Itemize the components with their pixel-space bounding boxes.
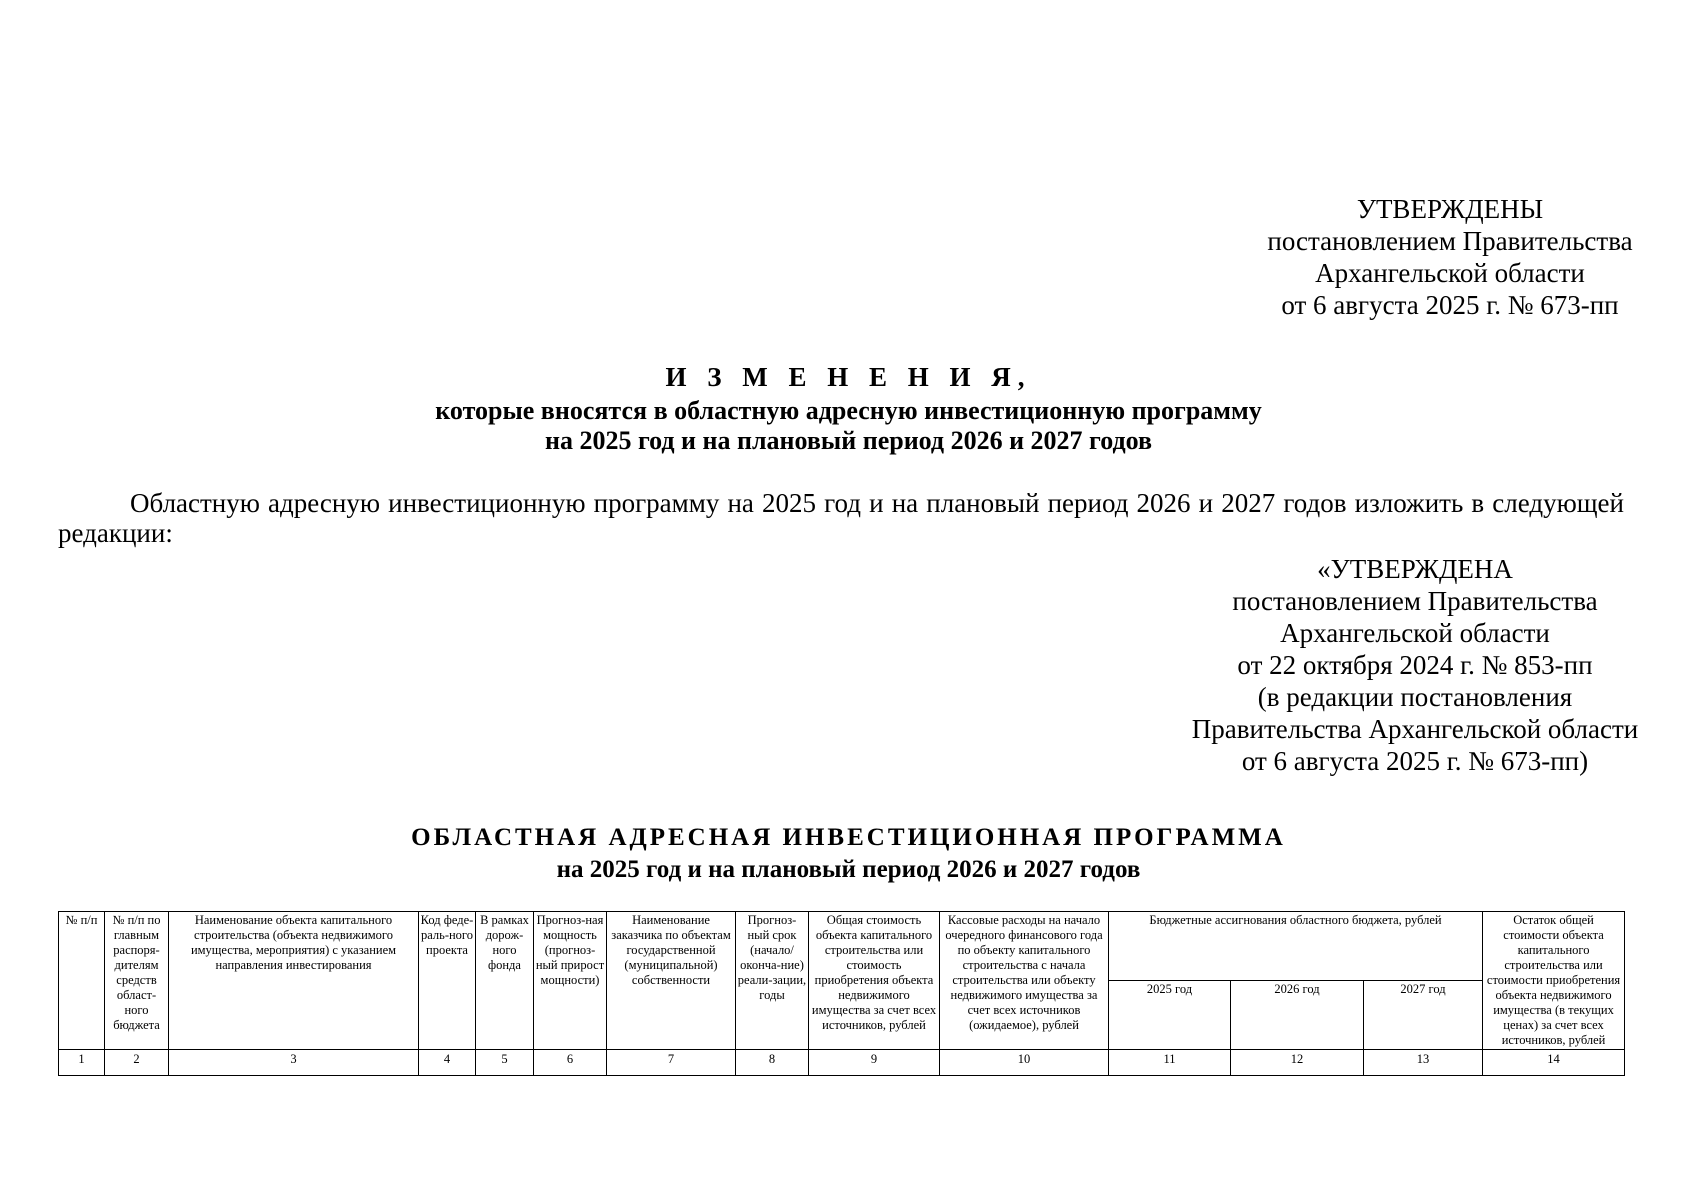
- program-subtitle: на 2025 год и на плановый период 2026 и 2027 годов: [556, 856, 1141, 883]
- approval-second-line3: Архангельской области: [1280, 618, 1550, 648]
- approval-stamp-program: [1170, 553, 1660, 777]
- header-remaining-cost: Остаток общей стоимости объекта капитального строительства или стоимости приобретения объекта недвижимого имущества (в текущих ценах) за счет всех источников, рублей: [1483, 912, 1625, 1050]
- approval-top-line1: УТВЕРЖДЕНЫ: [1356, 194, 1544, 224]
- header-year-2026: 2026 год: [1231, 981, 1364, 1050]
- column-number: 14: [1483, 1050, 1625, 1076]
- column-number: 8: [736, 1050, 809, 1076]
- column-number: 10: [940, 1050, 1109, 1076]
- header-budget-allocations: Бюджетные ассигнования областного бюджета, рублей: [1109, 912, 1483, 981]
- header-customer-name: Наименование заказчика по объектам государственной (муниципальной) собственности: [607, 912, 736, 1050]
- approval-top-line2: постановлением Правительства: [1267, 226, 1633, 256]
- header-row-number: № п/п: [59, 912, 105, 1050]
- column-number: 9: [809, 1050, 940, 1076]
- column-number: 7: [607, 1050, 736, 1076]
- header-forecast-period: Прогноз-ный срок (начало/ оконча-ние) реали-зации, годы: [736, 912, 809, 1050]
- approval-second-line5: (в редакции постановления: [1257, 682, 1573, 712]
- header-forecast-capacity: Прогноз-ная мощность (прогноз-ный прирост мощности): [534, 912, 607, 1050]
- approval-top-line3: Архангельской области: [1315, 258, 1585, 288]
- column-number: 11: [1109, 1050, 1231, 1076]
- header-total-cost: Общая стоимость объекта капитального строительства или стоимость приобретения объекта недвижимого имущества за счет всех источников, рублей: [809, 912, 940, 1050]
- approval-stamp-top: [1240, 193, 1660, 321]
- header-object-name: Наименование объекта капитального строительства (объекта недвижимого имущества, мероприятия) с указанием направления инвестирования: [169, 912, 419, 1050]
- column-number: 4: [419, 1050, 476, 1076]
- column-number: 5: [476, 1050, 534, 1076]
- header-federal-project-code: Код феде-раль-ного проекта: [419, 912, 476, 1050]
- column-number: 12: [1231, 1050, 1364, 1076]
- approval-top-line4: от 6 августа 2025 г. № 673-пп: [1281, 290, 1619, 320]
- column-number: 1: [59, 1050, 105, 1076]
- program-table: [58, 911, 1625, 1076]
- approval-second-line7: от 6 августа 2025 г. № 673-пп): [1241, 746, 1589, 776]
- approval-second-line1: «УТВЕРЖДЕНА: [1317, 554, 1513, 584]
- header-year-2027: 2027 год: [1364, 981, 1483, 1050]
- header-year-2025: 2025 год: [1109, 981, 1231, 1050]
- approval-second-line6: Правительства Архангельской области: [1191, 714, 1639, 744]
- column-number: 2: [105, 1050, 169, 1076]
- header-road-fund: В рамках дорож-ного фонда: [476, 912, 534, 1050]
- header-cash-expenses: Кассовые расходы на начало очередного финансового года по объекту капитального строительства с начала строительства или объекту недвижимого имущества за счет всех источников (ожидаемое), рублей: [940, 912, 1109, 1050]
- column-number: 3: [169, 1050, 419, 1076]
- column-number: 6: [534, 1050, 607, 1076]
- header-number-by-administrator: № п/п по главным распоря-дителям средств област-ного бюджета: [105, 912, 169, 1050]
- approval-second-line4: от 22 октября 2024 г. № 853-пп: [1237, 650, 1593, 680]
- approval-second-line2: постановлением Правительства: [1232, 586, 1598, 616]
- changes-subtitle-2: на 2025 год и на плановый период 2026 и 2027 годов: [544, 426, 1153, 455]
- column-number-row: [59, 1050, 1625, 1076]
- changes-subtitle-1: которые вносятся в областную адресную инвестиционную программу: [435, 396, 1262, 425]
- program-title: ОБЛАСТНАЯ АДРЕСНАЯ ИНВЕСТИЦИОННАЯ ПРОГРАММА: [411, 824, 1286, 851]
- changes-title: И З М Е Н Е Н И Я,: [665, 362, 1032, 392]
- intro-paragraph: Областную адресную инвестиционную программу на 2025 год и на плановый период 2026 и 2027 годов изложить в следующей редакции:: [58, 488, 1624, 548]
- column-number: 13: [1364, 1050, 1483, 1076]
